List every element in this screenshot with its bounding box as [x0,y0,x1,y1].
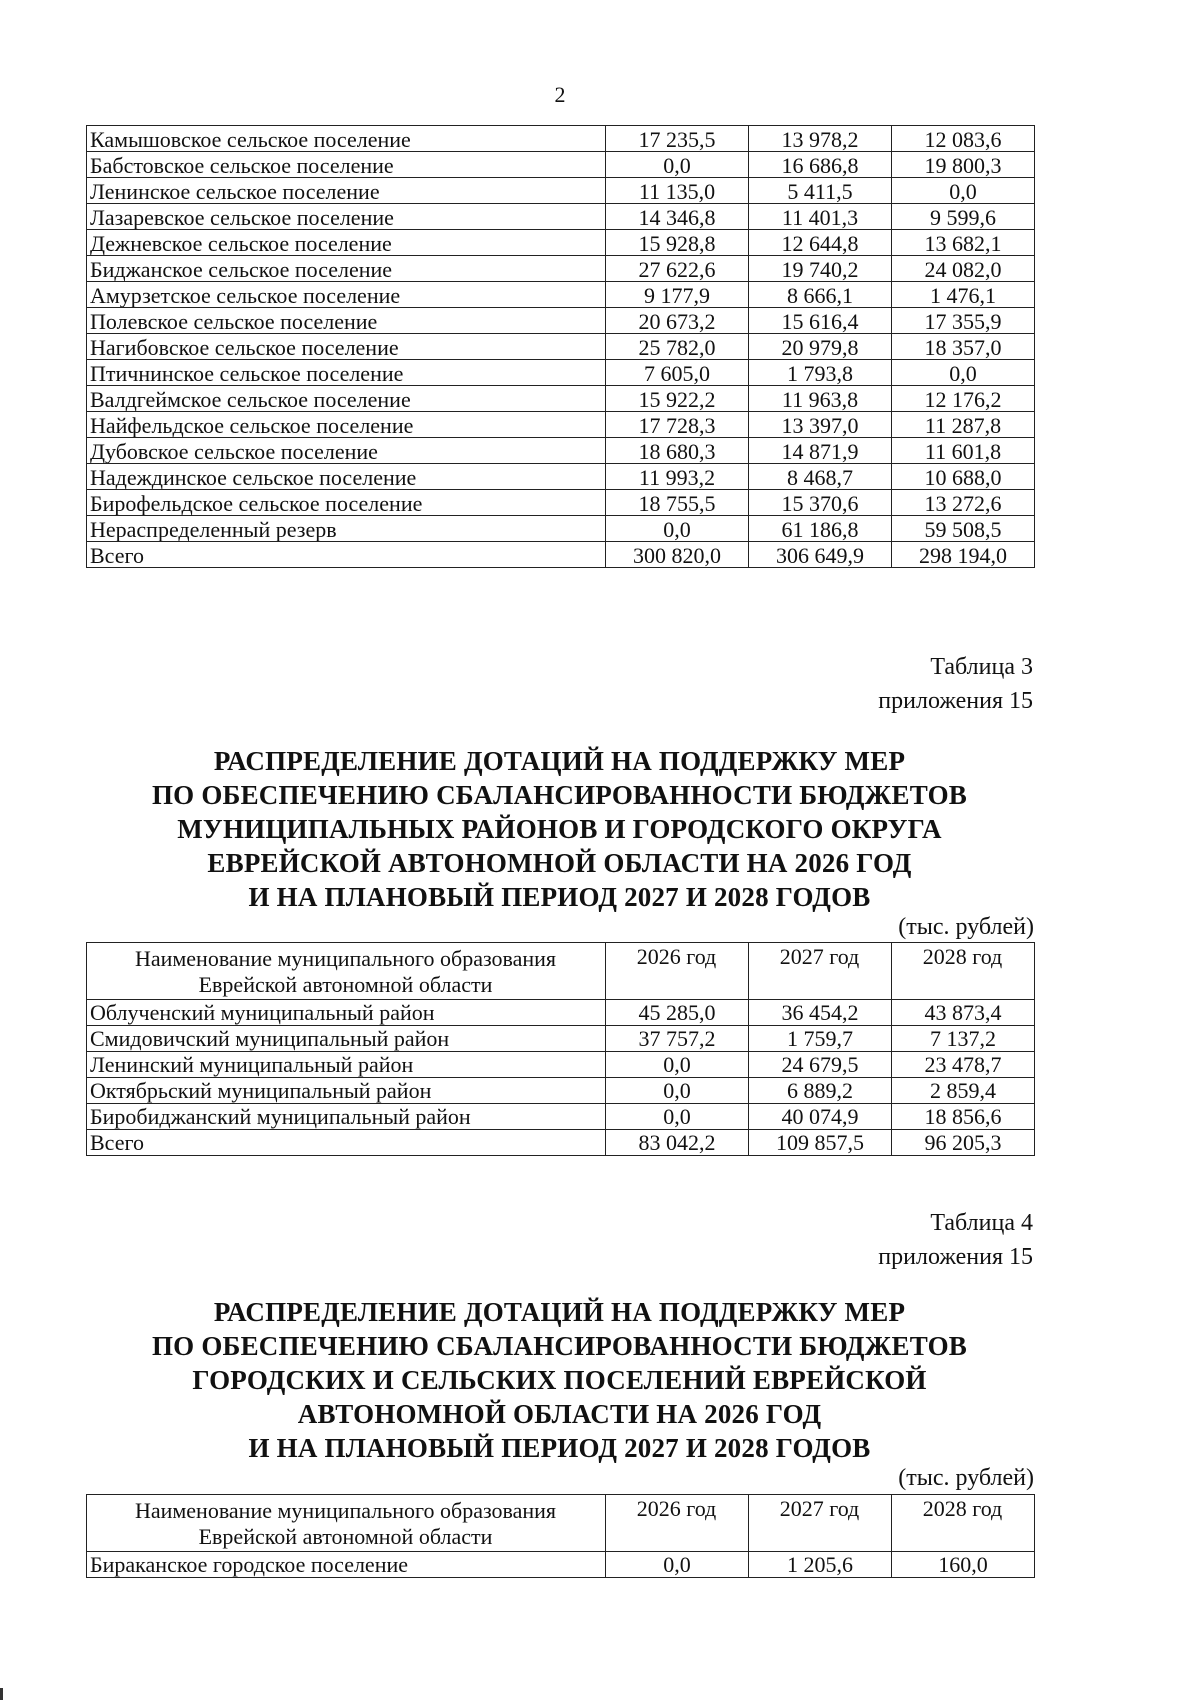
table4-header-2026: 2026 год [606,1495,749,1552]
table-row [87,308,1035,334]
value-2028-cell: 18 357,0 [892,334,1035,360]
table4-header-2027: 2027 год [749,1495,892,1552]
table3-header-name-line2: Еврейской автономной области [198,972,493,998]
value-2026-cell: 17 728,3 [606,412,749,438]
table-row [87,126,1035,152]
value-2027-cell: 24 679,5 [749,1051,892,1077]
value-2028-cell: 11 601,8 [892,438,1035,464]
value-2028-cell: 13 272,6 [892,490,1035,516]
table3-caption-appendix: приложения 15 [878,688,1033,714]
value-2026-cell: 0,0 [606,1103,749,1129]
value-2027-cell: 16 686,8 [749,152,892,178]
row-name-cell: Биробиджанский муниципальный район [87,1103,606,1129]
row-name-cell: Ленинский муниципальный район [87,1051,606,1077]
table4-body [87,1551,1035,1577]
value-2027-cell: 8 468,7 [749,464,892,490]
table-row [87,412,1035,438]
row-name-cell: Нагибовское сельское поселение [87,334,606,360]
value-2028-cell: 9 599,6 [892,204,1035,230]
value-2028-cell: 13 682,1 [892,230,1035,256]
value-2027-cell: 13 397,0 [749,412,892,438]
value-2026-cell: 11 993,2 [606,464,749,490]
table3-body [87,999,1035,1155]
table-row [87,152,1035,178]
value-2028-cell: 160,0 [892,1551,1035,1577]
value-2027-cell: 306 649,9 [749,542,892,568]
value-2028-cell: 10 688,0 [892,464,1035,490]
value-2026-cell: 18 755,5 [606,490,749,516]
row-name-cell: Дубовское сельское поселение [87,438,606,464]
value-2028-cell: 17 355,9 [892,308,1035,334]
table3-title-line: ЕВРЕЙСКОЙ АВТОНОМНОЙ ОБЛАСТИ НА 2026 ГОД [207,848,912,878]
row-name-cell: Всего [87,542,606,568]
value-2026-cell: 18 680,3 [606,438,749,464]
table-row [87,230,1035,256]
table4-header-name-line2: Еврейской автономной области [198,1524,493,1550]
value-2028-cell: 96 205,3 [892,1129,1035,1155]
value-2026-cell: 300 820,0 [606,542,749,568]
row-name-cell: Ленинское сельское поселение [87,178,606,204]
table-row [87,1051,1035,1077]
row-name-cell: Найфельдское сельское поселение [87,412,606,438]
table3-header-name [87,943,606,1000]
value-2027-cell: 19 740,2 [749,256,892,282]
value-2026-cell: 7 605,0 [606,360,749,386]
value-2026-cell: 27 622,6 [606,256,749,282]
table3-caption [878,650,1033,718]
row-name-cell: Камышовское сельское поселение [87,126,606,152]
table4-title [86,1295,1033,1465]
value-2028-cell: 59 508,5 [892,516,1035,542]
table3-units: (тыс. рублей) [898,914,1034,940]
value-2027-cell: 36 454,2 [749,999,892,1025]
table3-header-name-line1: Наименование муниципального образования [134,946,557,971]
table4-units: (тыс. рублей) [898,1465,1034,1491]
value-2027-cell: 8 666,1 [749,282,892,308]
value-2028-cell: 23 478,7 [892,1051,1035,1077]
table4-header-2028: 2028 год [892,1495,1035,1552]
value-2028-cell: 19 800,3 [892,152,1035,178]
table-row [87,256,1035,282]
table3-title-line: ПО ОБЕСПЕЧЕНИЮ СБАЛАНСИРОВАННОСТИ БЮДЖЕТОВ [151,780,967,810]
row-name-cell: Облученский муниципальный район [87,999,606,1025]
value-2028-cell: 2 859,4 [892,1077,1035,1103]
value-2028-cell: 12 083,6 [892,126,1035,152]
value-2028-cell: 298 194,0 [892,542,1035,568]
value-2028-cell: 24 082,0 [892,256,1035,282]
row-name-cell: Нераспределенный резерв [87,516,606,542]
table-row [87,1103,1035,1129]
value-2027-cell: 5 411,5 [749,178,892,204]
table4-header-name [87,1495,606,1552]
continued-settlements-table [86,125,1035,568]
table3-header-2026: 2026 год [606,943,749,1000]
table-row [87,999,1035,1025]
value-2027-cell: 11 401,3 [749,204,892,230]
value-2028-cell: 7 137,2 [892,1025,1035,1051]
table-row [87,178,1035,204]
row-name-cell: Бирофельдское сельское поселение [87,490,606,516]
table4-header-name-line1: Наименование муниципального образования [134,1498,557,1523]
value-2026-cell: 0,0 [606,1077,749,1103]
table3-header-2028: 2028 год [892,943,1035,1000]
page-number: 2 [554,82,566,107]
value-2026-cell: 0,0 [606,516,749,542]
value-2027-cell: 40 074,9 [749,1103,892,1129]
table3-header-row [87,943,1035,1000]
row-name-cell: Полевское сельское поселение [87,308,606,334]
table-row [87,490,1035,516]
value-2026-cell: 83 042,2 [606,1129,749,1155]
value-2026-cell: 25 782,0 [606,334,749,360]
value-2026-cell: 20 673,2 [606,308,749,334]
value-2027-cell: 15 616,4 [749,308,892,334]
table-row [87,1551,1035,1577]
continued-table-body [87,126,1035,568]
value-2027-cell: 12 644,8 [749,230,892,256]
value-2026-cell: 0,0 [606,1551,749,1577]
table4-header-row [87,1495,1035,1552]
table-row [87,1025,1035,1051]
table3-title-line: МУНИЦИПАЛЬНЫХ РАЙОНОВ И ГОРОДСКОГО ОКРУГА [177,814,942,844]
value-2028-cell: 43 873,4 [892,999,1035,1025]
table-row [87,542,1035,568]
table-row [87,204,1035,230]
table4-title-line: И НА ПЛАНОВЫЙ ПЕРИОД 2027 И 2028 ГОДОВ [248,1433,871,1463]
scan-mark [0,1688,3,1700]
row-name-cell: Биджанское сельское поселение [87,256,606,282]
value-2027-cell: 1 793,8 [749,360,892,386]
value-2027-cell: 20 979,8 [749,334,892,360]
table4-caption [878,1206,1033,1274]
value-2026-cell: 9 177,9 [606,282,749,308]
row-name-cell: Лазаревское сельское поселение [87,204,606,230]
row-name-cell: Смидовичский муниципальный район [87,1025,606,1051]
table-row [87,438,1035,464]
value-2028-cell: 18 856,6 [892,1103,1035,1129]
table-row [87,516,1035,542]
value-2028-cell: 12 176,2 [892,386,1035,412]
table-row [87,360,1035,386]
value-2027-cell: 1 759,7 [749,1025,892,1051]
row-name-cell: Птичнинское сельское поселение [87,360,606,386]
value-2026-cell: 0,0 [606,152,749,178]
table4-title-line: ПО ОБЕСПЕЧЕНИЮ СБАЛАНСИРОВАННОСТИ БЮДЖЕТОВ [151,1331,967,1361]
table-row [87,1077,1035,1103]
table-row [87,1129,1035,1155]
value-2027-cell: 11 963,8 [749,386,892,412]
row-name-cell: Бабстовское сельское поселение [87,152,606,178]
value-2026-cell: 17 235,5 [606,126,749,152]
table4-title-line: РАСПРЕДЕЛЕНИЕ ДОТАЦИЙ НА ПОДДЕРЖКУ МЕР [213,1297,906,1327]
value-2027-cell: 13 978,2 [749,126,892,152]
value-2027-cell: 61 186,8 [749,516,892,542]
row-name-cell: Октябрьский муниципальный район [87,1077,606,1103]
table3-title-line: И НА ПЛАНОВЫЙ ПЕРИОД 2027 И 2028 ГОДОВ [248,882,871,912]
table3 [86,942,1035,1156]
row-name-cell: Валдгеймское сельское поселение [87,386,606,412]
table4-caption-number: Таблица 4 [930,1210,1033,1236]
value-2028-cell: 0,0 [892,360,1035,386]
value-2027-cell: 109 857,5 [749,1129,892,1155]
table-row [87,282,1035,308]
value-2026-cell: 0,0 [606,1051,749,1077]
value-2027-cell: 1 205,6 [749,1551,892,1577]
row-name-cell: Надеждинское сельское поселение [87,464,606,490]
table4 [86,1494,1035,1578]
value-2027-cell: 6 889,2 [749,1077,892,1103]
value-2026-cell: 15 928,8 [606,230,749,256]
table4-caption-appendix: приложения 15 [878,1244,1033,1270]
value-2026-cell: 15 922,2 [606,386,749,412]
value-2028-cell: 0,0 [892,178,1035,204]
value-2028-cell: 11 287,8 [892,412,1035,438]
row-name-cell: Всего [87,1129,606,1155]
value-2026-cell: 11 135,0 [606,178,749,204]
row-name-cell: Амурзетское сельское поселение [87,282,606,308]
table3-title-line: РАСПРЕДЕЛЕНИЕ ДОТАЦИЙ НА ПОДДЕРЖКУ МЕР [213,746,906,776]
value-2026-cell: 37 757,2 [606,1025,749,1051]
value-2028-cell: 1 476,1 [892,282,1035,308]
table3-title [86,744,1033,914]
table4-title-line: ГОРОДСКИХ И СЕЛЬСКИХ ПОСЕЛЕНИЙ ЕВРЕЙСКОЙ [192,1365,927,1395]
row-name-cell: Дежневское сельское поселение [87,230,606,256]
table3-header-2027: 2027 год [749,943,892,1000]
row-name-cell: Бираканское городское поселение [87,1551,606,1577]
value-2027-cell: 14 871,9 [749,438,892,464]
table-row [87,334,1035,360]
table-row [87,386,1035,412]
table3-caption-number: Таблица 3 [930,654,1033,680]
value-2027-cell: 15 370,6 [749,490,892,516]
table-row [87,464,1035,490]
value-2026-cell: 45 285,0 [606,999,749,1025]
table4-title-line: АВТОНОМНОЙ ОБЛАСТИ НА 2026 ГОД [297,1399,822,1429]
value-2026-cell: 14 346,8 [606,204,749,230]
